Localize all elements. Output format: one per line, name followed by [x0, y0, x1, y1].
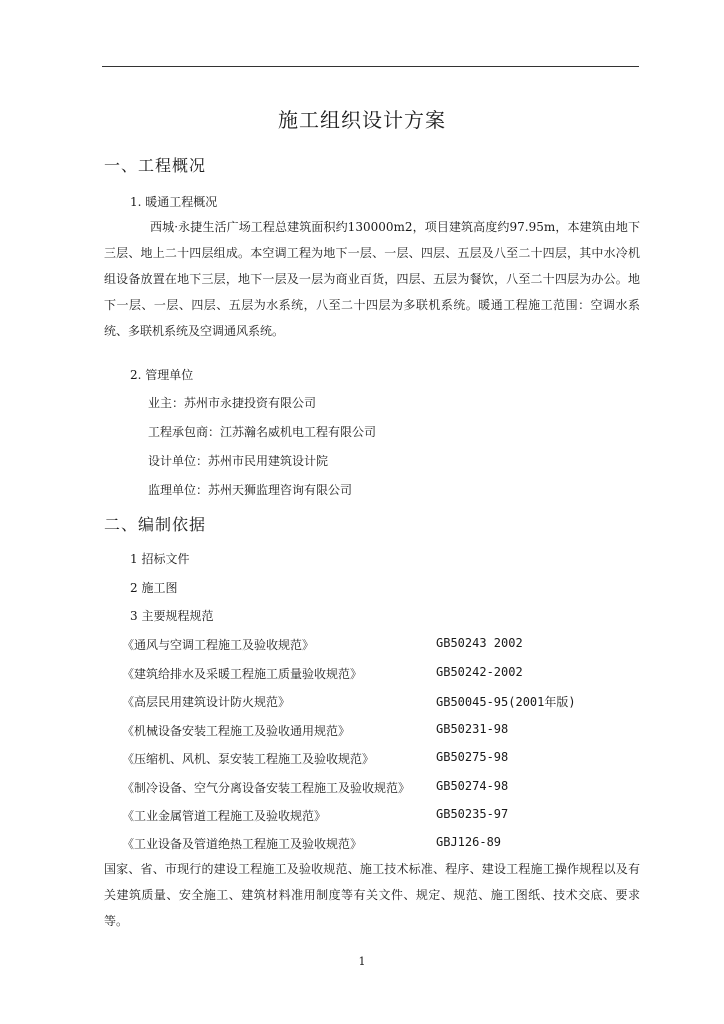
basis-item: 2 施工图 [130, 581, 178, 595]
unit-contractor: 工程承包商：江苏瀚名威机电工程有限公司 [148, 425, 377, 439]
standard-code: GB50231-98 [436, 722, 509, 736]
standard-name: 《制冷设备、空气分离设备安装工程施工及验收规范》 [122, 781, 411, 795]
standard-code: GB50242-2002 [436, 665, 523, 679]
standard-code: GB50235-97 [436, 807, 509, 821]
standard-name: 《工业设备及管道绝热工程施工及验收规范》 [122, 837, 363, 851]
standard-name: 《压缩机、风机、泵安装工程施工及验收规范》 [122, 752, 375, 766]
standard-name: 《工业金属管道工程施工及验收规范》 [122, 809, 327, 823]
subheading-hvac-overview: 1. 暖通工程概况 [130, 195, 218, 209]
standard-name: 《通风与空调工程施工及验收规范》 [122, 638, 315, 652]
standard-code: GB50045-95(2001年版) [436, 695, 576, 709]
standard-code: GB50243 2002 [436, 636, 523, 650]
basis-item: 3 主要规程规范 [130, 609, 214, 623]
section-heading-overview: 一、工程概况 [104, 156, 207, 175]
standard-code: GB50275-98 [436, 750, 509, 764]
standard-code: GBJ126-89 [436, 835, 502, 849]
standard-name: 《机械设备安装工程施工及验收通用规范》 [122, 724, 351, 738]
standard-code: GB50274-98 [436, 779, 509, 793]
basis-item: 1 招标文件 [130, 552, 190, 566]
document-title: 施工组织设计方案 [278, 108, 446, 132]
section-heading-basis: 二、编制依据 [104, 515, 207, 534]
subheading-management: 2. 管理单位 [130, 368, 194, 382]
unit-owner: 业主：苏州市永捷投资有限公司 [148, 396, 317, 410]
standard-name: 《建筑给排水及采暖工程施工质量验收规范》 [122, 667, 363, 681]
unit-designer: 设计单位：苏州市民用建筑设计院 [148, 454, 329, 468]
header-rule [102, 66, 639, 67]
page-number: 1 [358, 955, 366, 968]
unit-supervisor: 监理单位：苏州天狮监理咨询有限公司 [148, 483, 353, 497]
standard-name: 《高层民用建筑设计防火规范》 [122, 695, 291, 709]
closing-paragraph: 国家、省、市现行的建设工程施工及验收规范、施工技术标准、程序、建设工程施工操作规程以及有关建筑质量、安全施工、建筑材料准用制度等有关文件、规定、规范、施工图纸、技术交底、要求等。 [104, 862, 640, 928]
overview-paragraph: 西城·永捷生活广场工程总建筑面积约130000m2，项目建筑高度约97.95m，本建筑由地下三层、地上二十四层组成。本空调工程为地下一层、一层、四层、五层及八至二十四层，其中水冷机组设备放置在地下三层，地下一层及一层为商业百货，四层、五层为餐饮，八至二十四层为办公。地下一层、一层、四层、五层为水系统，八至二十四层为多联机系统。暖通工程施工范围：空调水系统、多联机系统及空调通风系统。 [104, 220, 640, 338]
